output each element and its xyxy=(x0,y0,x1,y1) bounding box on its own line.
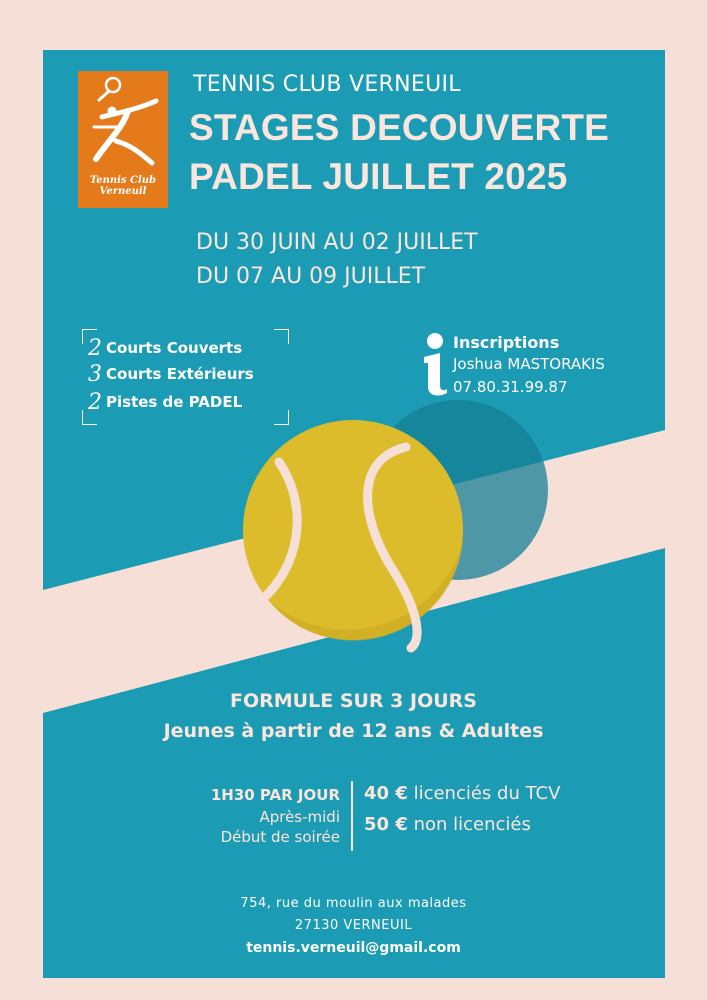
dates-line1: DU 30 JUIN AU 02 JUILLET xyxy=(196,230,478,255)
price-amount: 50 € xyxy=(364,814,408,835)
bracket-bottom-right xyxy=(274,410,289,425)
bracket-top-right xyxy=(274,329,289,344)
price-label: non licenciés xyxy=(413,814,531,835)
info-icon xyxy=(420,333,448,397)
logo-line1: Tennis Club xyxy=(89,175,157,186)
price-amount: 40 € xyxy=(364,783,408,804)
club-name: TENNIS CLUB VERNEUIL xyxy=(193,72,461,97)
schedule-duration: 1H30 PAR JOUR xyxy=(210,786,340,804)
facility-count: 2 xyxy=(88,390,102,415)
price-unlicensed xyxy=(364,814,531,835)
logo-text xyxy=(78,175,168,197)
formule-title: FORMULE SUR 3 JOURS xyxy=(230,690,477,712)
facility-label: Pistes de PADEL xyxy=(106,393,243,411)
club-logo xyxy=(78,71,168,208)
tennis-player-logo-icon xyxy=(78,71,168,175)
dates-line2: DU 07 AU 09 JUILLET xyxy=(196,264,426,289)
title-line1: STAGES DECOUVERTE xyxy=(189,107,610,148)
footer-city: 27130 VERNEUIL xyxy=(294,918,413,933)
title-line2: PADEL JUILLET 2025 xyxy=(189,156,568,197)
footer-email[interactable]: tennis.verneuil@gmail.com xyxy=(246,940,461,956)
formule-subtitle: Jeunes à partir de 12 ans & Adultes xyxy=(163,720,544,742)
schedule-slot1: Après-midi xyxy=(259,808,340,826)
inscriptions-phone: 07.80.31.99.87 xyxy=(453,378,568,396)
price-licensed xyxy=(364,783,560,804)
inscriptions-title: Inscriptions xyxy=(453,333,560,352)
inscriptions-name: Joshua MASTORAKIS xyxy=(453,355,605,373)
facility-padel-courts xyxy=(88,390,242,415)
price-label: licenciés du TCV xyxy=(413,783,561,804)
facility-count: 2 xyxy=(88,336,102,361)
facility-label: Courts Extérieurs xyxy=(106,365,254,383)
schedule-slot2: Début de soirée xyxy=(220,828,340,846)
pricing-divider xyxy=(351,781,353,851)
facility-outdoor-courts xyxy=(88,362,254,387)
facility-covered-courts xyxy=(88,336,242,361)
logo-line2: Verneuil xyxy=(99,186,147,197)
facility-count: 3 xyxy=(88,362,102,387)
facility-label: Courts Couverts xyxy=(106,339,243,357)
footer-address: 754, rue du moulin aux malades xyxy=(240,896,467,911)
